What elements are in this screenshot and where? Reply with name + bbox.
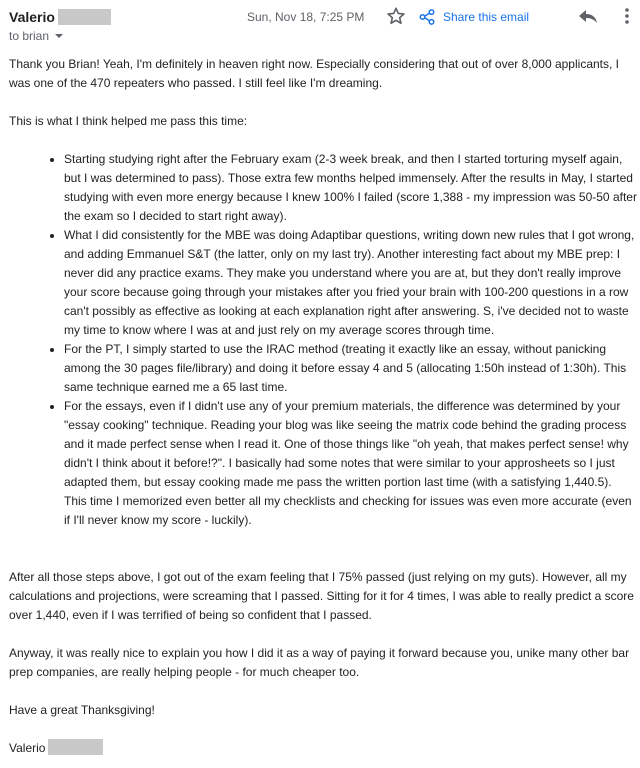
closing-line: Have a great Thanksgiving! xyxy=(9,703,155,717)
star-icon xyxy=(385,5,407,27)
list-item: • For the essays, even if I didn't use any of your premium materials, the difference was determined by your "essay cooking" technique. Reading your blog was like seeing the matrix code behind the grading process and it made perfect sense when I read it. One of those things like "oh yeah, that makes perfect sense! why didn't I think about it before!?". I basically had some notes that were similar to your approsheets so I just adapted them, but essay cooking made me pass the written portion last time (with a satisfying 1,440.5). This time I memorized even better all my checklists and checking for issues was even more accurate (even if I'll never know my score - luckily). xyxy=(64,397,637,530)
after-paragraph: After all those steps above, I got out of the exam feeling that I 75% passed (just relying on my guts). However, all my calculations and projections, were screaming that I passed. Sitting for it for 4 times, I was able to really predict a score over 1,440, even if I was terrified of being so confident that I passed. xyxy=(9,570,634,622)
sender-name: Valerio xyxy=(9,9,55,25)
list-item: • What I did consistently for the MBE was doing Adaptibar questions, writing down new rules that I got wrong, and adding Emmanuel S&T (the latter, only on my last try). Another interesting fact about my MBE prep: I never did any practice exams. They make you understand where you are at, but they don't really improve your score because going through your mistakes after you fried your brain with 100-200 questions in a row can't possibly as effective as looking at each explanation right after answering. S, i've decided not to waste my time to know where I was at and just rely on my average scores through time. xyxy=(64,226,637,340)
more-options-button[interactable] xyxy=(622,5,632,27)
list-item: • Starting studying right after the February exam (2-3 week break, and then I started torturing myself again, but I was determined to pass). Those extra few months helped immensely. After the results in May, I started studying with even more energy because I knew 100% I failed (score 1,388 - my impression was 50-50 after the exam so I decided to start right away). xyxy=(64,150,637,226)
tips-list xyxy=(9,150,637,530)
share-email-button[interactable] xyxy=(418,7,529,27)
email-date: Sun, Nov 18, 7:25 PM xyxy=(247,10,365,24)
reply-icon xyxy=(576,5,600,27)
signature-name: Valerio xyxy=(9,741,46,755)
greeting-paragraph: Thank you Brian! Yeah, I'm definitely in heaven right now. Especially considering that out of over 8,000 applicants, I was one of the 470 repeaters who passed. I still feel like I'm dreaming. xyxy=(9,57,619,90)
caret-down-icon xyxy=(55,34,63,38)
forward-paragraph: Anyway, it was really nice to explain you how I did it as a way of paying it forward because you, unike many other bar prep companies, are really helping people - for much cheaper too. xyxy=(9,646,630,679)
reply-button[interactable] xyxy=(576,5,600,27)
redacted-surname xyxy=(48,739,103,755)
recipient-details-toggle[interactable] xyxy=(9,29,63,43)
redacted-surname xyxy=(58,9,111,25)
more-vert-icon xyxy=(622,5,632,27)
intro-paragraph: This is what I think helped me pass this time: xyxy=(9,114,248,128)
email-header xyxy=(0,0,640,48)
list-item: • For the PT, I simply started to use the IRAC method (treating it exactly like an essay, without panicking among the 30 pages file/library) and doing it before essay 4 and 5 (allocating 1:50h instead of 1:30h). This same technique earned me a 65 last time. xyxy=(64,340,637,397)
recipient-label: to brian xyxy=(9,29,50,43)
signature xyxy=(9,739,637,758)
share-email-label: Share this email xyxy=(443,10,530,24)
email-body xyxy=(9,55,637,758)
star-button[interactable] xyxy=(385,5,407,27)
share-icon xyxy=(418,8,436,26)
sender[interactable] xyxy=(9,9,111,25)
